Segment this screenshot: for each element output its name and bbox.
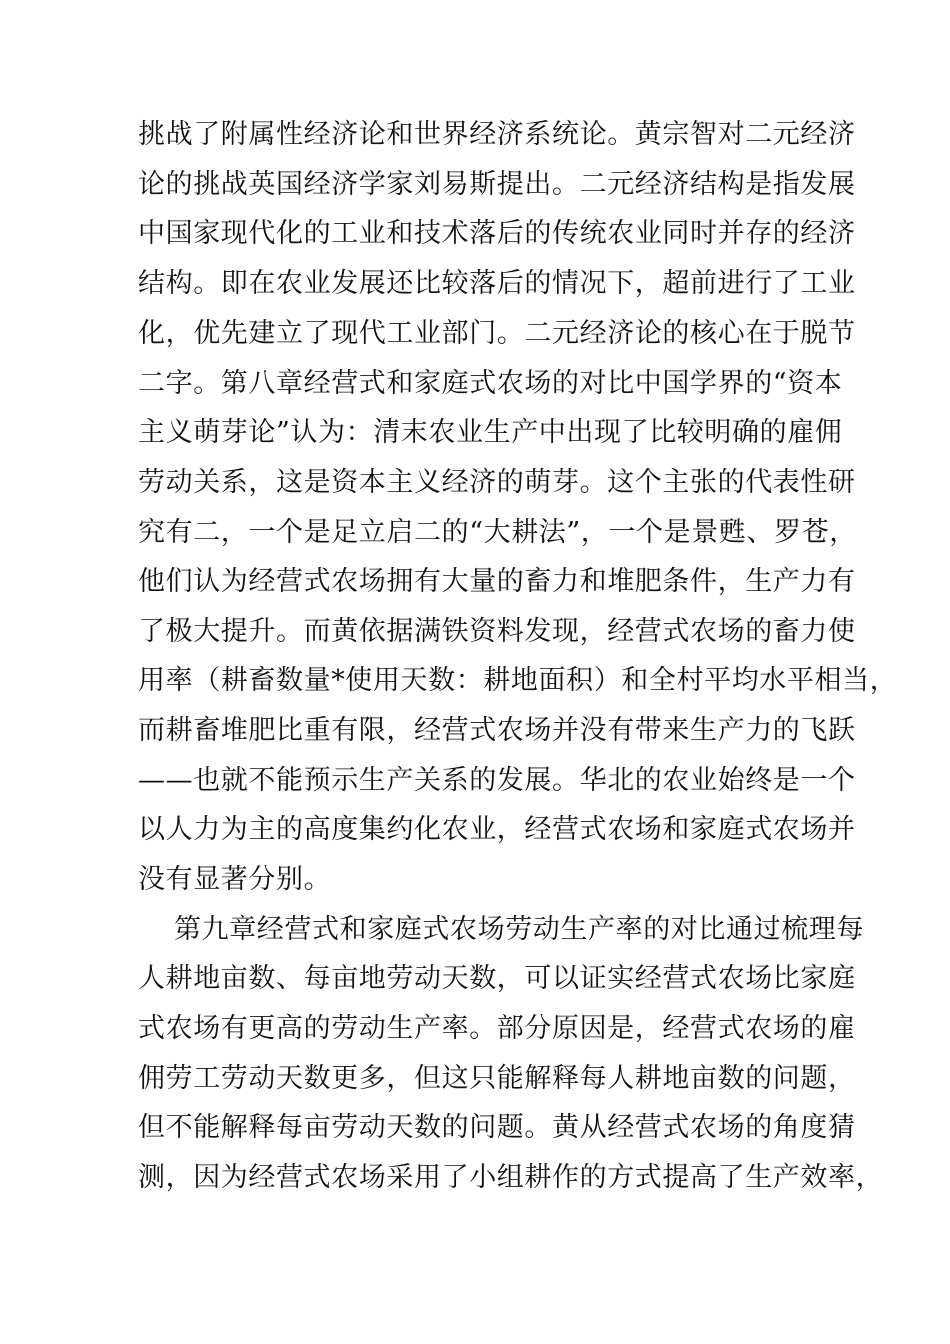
text-line: 挑战了附属性经济论和世界经济系统论。黄宗智对二元经济: [138, 119, 856, 150]
text-line: 主义萌芽论”认为：清末农业生产中出现了比较明确的雇佣: [138, 417, 843, 448]
text-line: 没有显著分别。: [138, 864, 332, 895]
text-line: 他们认为经营式农场拥有大量的畜力和堆肥条件，生产力有: [138, 566, 856, 597]
text-line: 而耕畜堆肥比重有限，经营式农场并没有带来生产力的飞跃: [138, 715, 856, 746]
text-line: 劳动关系，这是资本主义经济的萌芽。这个主张的代表性研: [138, 467, 856, 498]
paragraph-first-line: 第九章经营式和家庭式农场劳动生产率的对比通过梳理每: [174, 914, 864, 945]
text-line: ——也就不能预示生产关系的发展。华北的农业始终是一个: [138, 765, 856, 796]
text-line: 以人力为主的高度集约化农业，经营式农场和家庭式农场并: [138, 814, 856, 845]
text-line: 了极大提升。而黄依据满铁资料发现，经营式农场的畜力使: [138, 616, 856, 647]
text-line: 测，因为经营式农场采用了小组耕作的方式提高了生产效率，: [138, 1162, 884, 1193]
text-line: 化，优先建立了现代工业部门。二元经济论的核心在于脱节: [138, 318, 856, 349]
text-line: 但不能解释每亩劳动天数的问题。黄从经营式农场的角度猜: [138, 1112, 856, 1143]
text-line: 论的挑战英国经济学家刘易斯提出。二元经济结构是指发展: [138, 169, 856, 200]
text-line: 究有二，一个是足立启二的“大耕法”，一个是景甦、罗苍，: [138, 517, 857, 548]
text-line: 人耕地亩数、每亩地劳动天数，可以证实经营式农场比家庭: [138, 963, 856, 994]
text-line: 佣劳工劳动天数更多，但这只能解释每人耕地亩数的问题，: [138, 1063, 856, 1094]
text-line: 中国家现代化的工业和技术落后的传统农业同时并存的经济: [138, 218, 856, 249]
text-line: 结构。即在农业发展还比较落后的情况下，超前进行了工业: [138, 268, 856, 299]
text-line: 二字。第八章经营式和家庭式农场的对比中国学界的“资本: [138, 368, 843, 399]
text-line: 式农场有更高的劳动生产率。部分原因是，经营式农场的雇: [138, 1013, 856, 1044]
text-line: 用率（耕畜数量*使用天数：耕地面积）和全村平均水平相当，: [138, 665, 898, 696]
